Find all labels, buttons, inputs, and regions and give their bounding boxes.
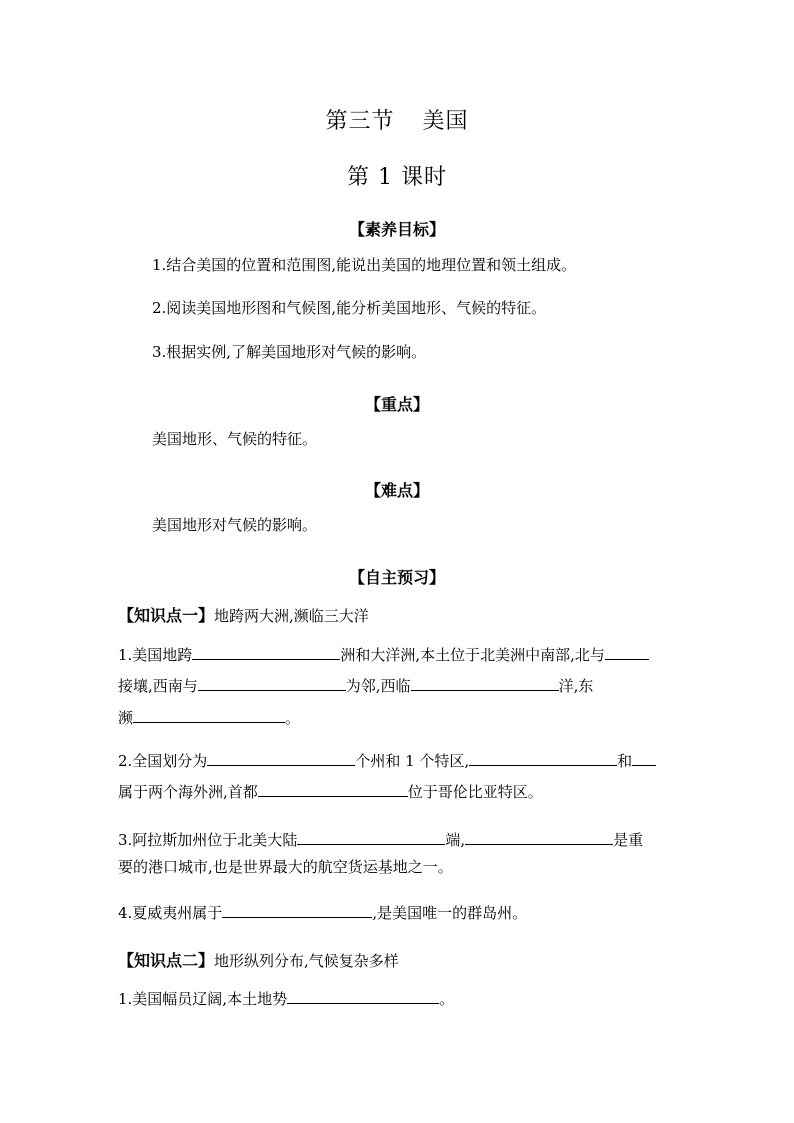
answer-blank[interactable]: [632, 749, 656, 766]
kp2-label: 【知识点二】: [118, 951, 215, 970]
kp1-q3-line2: 要的港口城市,也是世界最大的航空货运基地之一。: [118, 858, 453, 876]
goal-item-1: 1.结合美国的位置和范围图,能说出美国的地理位置和领土组成。: [152, 256, 577, 274]
answer-blank[interactable]: [192, 643, 340, 660]
key-point-text: 美国地形、气候的特征。: [152, 430, 318, 448]
kp1-q4: 4.夏威夷州属于 ,是美国唯一的群岛州。: [118, 901, 527, 923]
kp2-q1: 1.美国幅员辽阔,本土地势 。: [118, 987, 454, 1009]
goals-heading: 【素养目标】: [348, 220, 445, 239]
answer-blank[interactable]: [411, 674, 559, 691]
answer-blank[interactable]: [469, 749, 617, 766]
goal-item-3: 3.根据实例,了解美国地形对气候的影响。: [152, 343, 427, 361]
page-title: [0, 104, 794, 135]
answer-blank[interactable]: [605, 643, 649, 660]
kp1-q1-line2: 接壤,西南与 为邻,西临 洋,东: [118, 674, 593, 696]
answer-blank[interactable]: [133, 706, 285, 723]
preview-heading: 【自主预习】: [348, 568, 445, 587]
answer-blank[interactable]: [222, 901, 372, 918]
kp1-q1-line1: 1.美国地跨 洲和大洋洲,本土位于北美洲中南部,北与: [118, 643, 649, 665]
kp1-q2-line2: 属于两个海外洲,首都 位于哥伦比亚特区。: [118, 780, 543, 802]
knowledge-point-2: [118, 951, 399, 971]
key-point-heading: 【重点】: [364, 395, 429, 414]
answer-blank[interactable]: [258, 780, 408, 797]
answer-blank[interactable]: [198, 674, 346, 691]
knowledge-point-1: [118, 606, 369, 626]
goal-item-2: 2.阅读美国地形图和气候图,能分析美国地形、气候的特征。: [152, 299, 547, 317]
answer-blank[interactable]: [297, 828, 445, 845]
kp1-title: 地跨两大洲,濒临三大洋: [214, 607, 369, 625]
answer-blank[interactable]: [465, 828, 613, 845]
answer-blank[interactable]: [287, 987, 439, 1004]
kp2-title: 地形纵列分布,气候复杂多样: [214, 952, 399, 970]
section-number: 第三节: [325, 109, 395, 134]
kp1-q2-line1: 2.全国划分为 个州和 1 个特区, 和: [118, 749, 656, 771]
kp1-label: 【知识点一】: [118, 606, 215, 625]
lesson-title: 第 1 课时: [347, 165, 447, 190]
section-title: 美国: [422, 109, 469, 134]
kp1-q1-line3: 濒 。: [118, 706, 300, 728]
difficult-point-text: 美国地形对气候的影响。: [152, 516, 318, 534]
kp1-q3-line1: 3.阿拉斯加州位于北美大陆 端, 是重: [118, 828, 643, 850]
answer-blank[interactable]: [207, 749, 355, 766]
difficult-point-heading: 【难点】: [364, 481, 429, 500]
